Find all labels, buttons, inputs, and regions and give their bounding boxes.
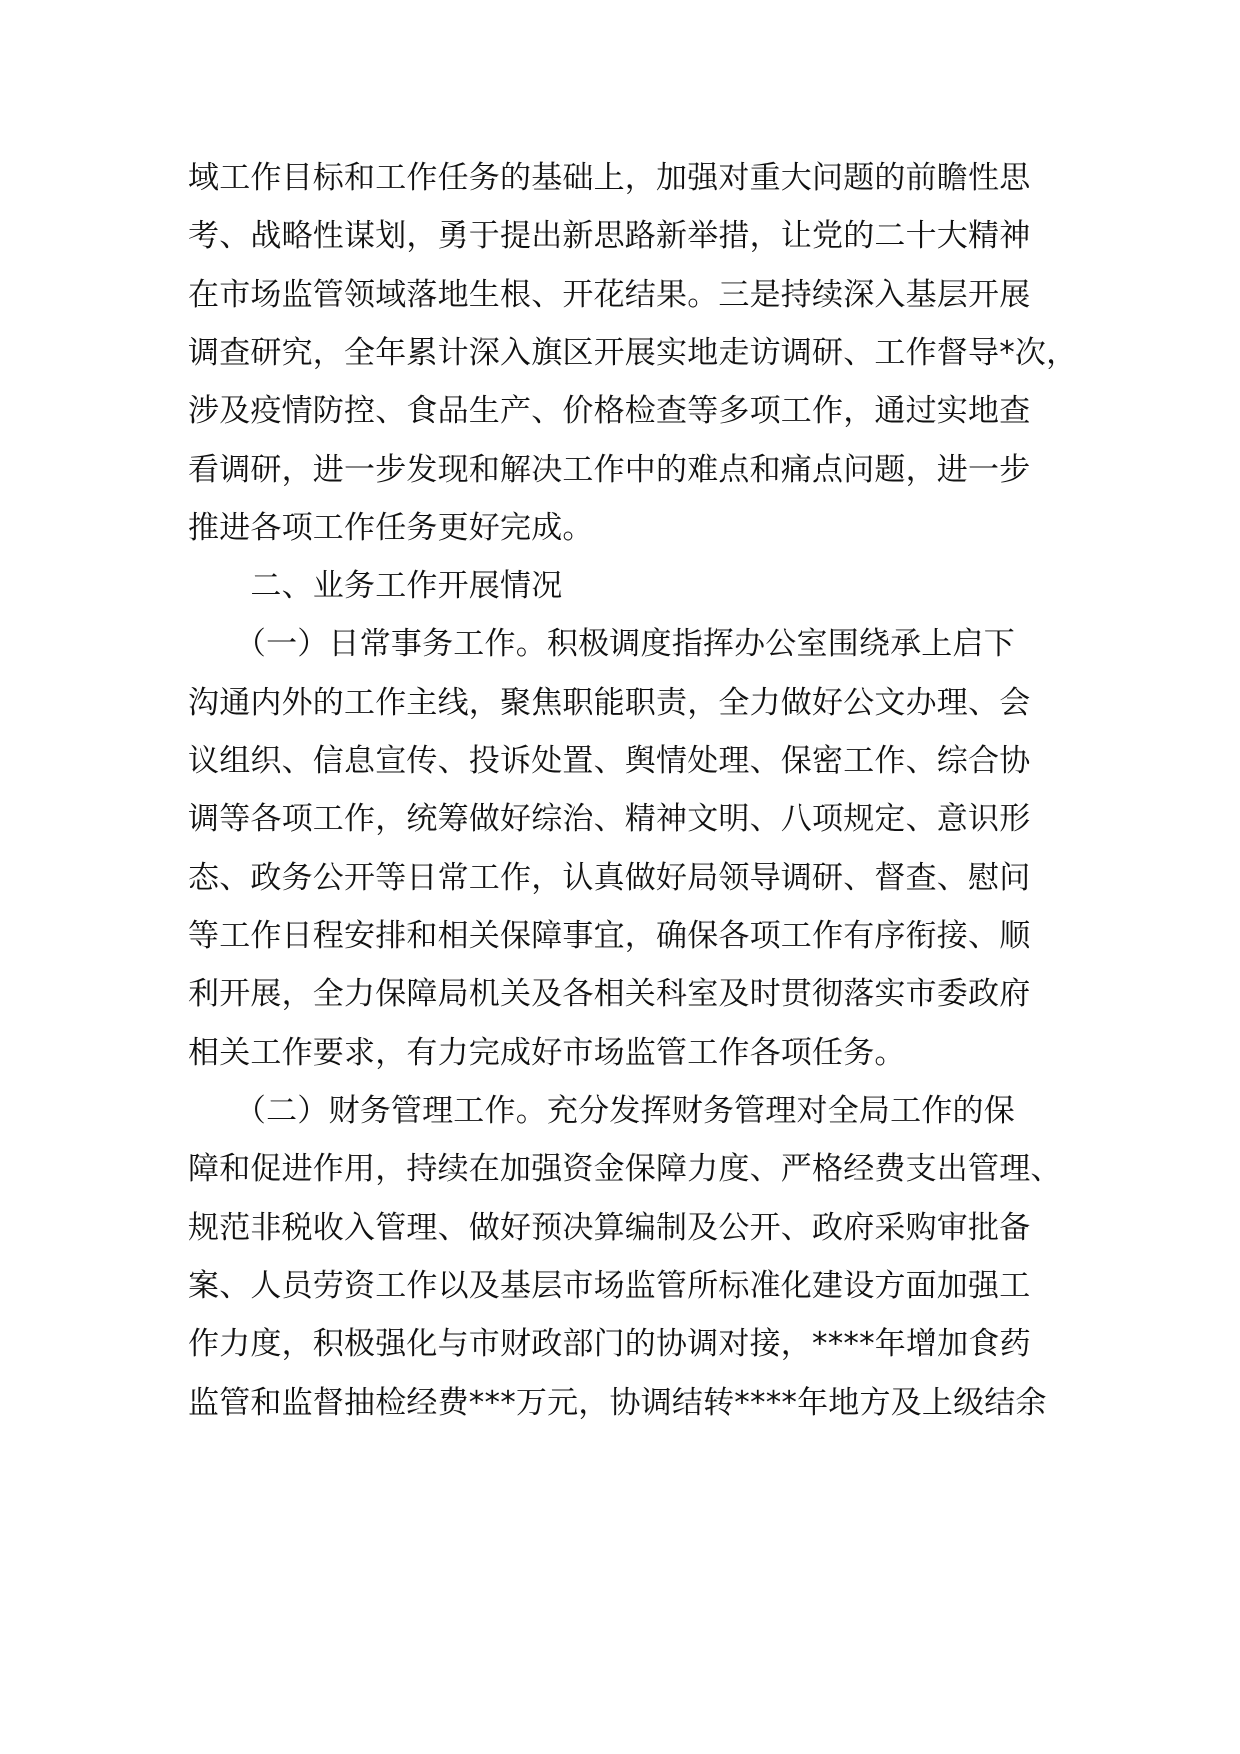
text-line: 障和促进作用，持续在加强资金保障力度、严格经费支出管理、 xyxy=(188,1151,1062,1187)
text-line: 涉及疫情防控、食品生产、价格检查等多项工作，通过实地查 xyxy=(188,393,1031,429)
section-heading: 二、业务工作开展情况 xyxy=(188,568,563,604)
text-line: 域工作目标和工作任务的基础上，加强对重大问题的前瞻性思 xyxy=(188,160,1031,196)
text-line: 利开展，全力保障局机关及各相关科室及时贯彻落实市委政府 xyxy=(188,976,1031,1012)
text-line: 作力度，积极强化与市财政部门的协调对接，****年增加食药 xyxy=(188,1326,1031,1362)
text-line: 沟通内外的工作主线，聚焦职能职责，全力做好公文办理、会 xyxy=(188,685,1031,721)
text-line: 调查研究，全年累计深入旗区开展实地走访调研、工作督导*次， xyxy=(188,335,1078,371)
text-line: 议组织、信息宣传、投诉处置、舆情处理、保密工作、综合协 xyxy=(188,743,1031,779)
text-line: （一）日常事务工作。积极调度指挥办公室围绕承上启下 xyxy=(188,626,1015,662)
text-line: 在市场监管领域落地生根、开花结果。三是持续深入基层开展 xyxy=(188,277,1031,313)
text-line: 看调研，进一步发现和解决工作中的难点和痛点问题，进一步 xyxy=(188,452,1031,488)
text-line: 态、政务公开等日常工作，认真做好局领导调研、督查、慰问 xyxy=(188,860,1031,896)
text-line: 等工作日程安排和相关保障事宜，确保各项工作有序衔接、顺 xyxy=(188,918,1031,954)
text-line: 规范非税收入管理、做好预决算编制及公开、政府采购审批备 xyxy=(188,1210,1031,1246)
text-line: 相关工作要求，有力完成好市场监管工作各项任务。 xyxy=(188,1035,906,1071)
text-line: 案、人员劳资工作以及基层市场监管所标准化建设方面加强工 xyxy=(188,1268,1031,1304)
text-line: 调等各项工作，统筹做好综治、精神文明、八项规定、意识形 xyxy=(188,801,1031,837)
text-line: 监管和监督抽检经费***万元，协调结转****年地方及上级结余 xyxy=(188,1385,1047,1421)
text-line: （二）财务管理工作。充分发挥财务管理对全局工作的保 xyxy=(188,1093,1015,1129)
text-line: 考、战略性谋划，勇于提出新思路新举措，让党的二十大精神 xyxy=(188,218,1031,254)
text-line: 推进各项工作任务更好完成。 xyxy=(188,510,594,546)
